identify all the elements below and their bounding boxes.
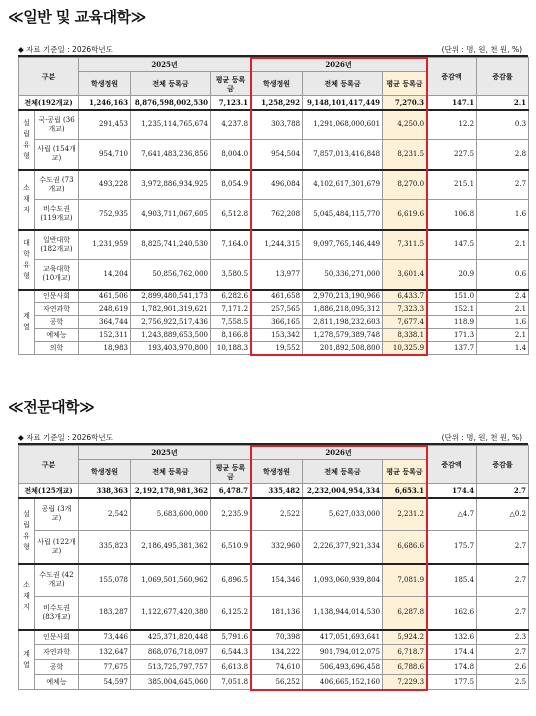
table-cell: 7,641,483,236,856	[131, 140, 211, 170]
table-cell: 6,125.2	[211, 597, 251, 630]
table-cell: 118.9	[427, 316, 477, 329]
table-cell: 134,222	[251, 645, 303, 660]
table-cell: 2.7	[477, 484, 529, 498]
table-cell: 74,610	[251, 660, 303, 675]
table-cell: 2.1	[477, 96, 529, 110]
table-cell: 493,228	[79, 170, 131, 200]
table-cell: 50,336,271,000	[303, 260, 383, 290]
row-label: 자연과학	[35, 303, 79, 316]
table-cell: 1,244,315	[251, 230, 303, 260]
table-row	[19, 303, 529, 316]
header-increase-amount: 증감액	[427, 446, 477, 484]
table-row	[19, 645, 529, 660]
base-date-note: ◆ 자료 기준일 : 2026학년도	[18, 433, 113, 442]
table-cell: 461,506	[79, 290, 131, 303]
table-cell: 7,081.9	[383, 564, 427, 597]
table-cell: 335,482	[251, 484, 303, 498]
table-cell: 2.7	[477, 645, 529, 660]
table-cell: 8,876,598,002,530	[131, 96, 211, 110]
table-cell: 6,718.7	[383, 645, 427, 660]
table-cell: 152,311	[79, 329, 131, 342]
table-cell: 2.7	[477, 597, 529, 630]
row-label: 공학	[35, 660, 79, 675]
table-cell: 2,899,480,541,173	[131, 290, 211, 303]
table-cell: 4,102,617,301,679	[303, 170, 383, 200]
table-cell: 8,825,741,240,530	[131, 230, 211, 260]
table-cell: △0.2	[477, 498, 529, 531]
table-cell: 201,892,508,800	[303, 342, 383, 355]
table-cell: 12.2	[427, 110, 477, 140]
table-cell: 171.3	[427, 329, 477, 342]
table-row	[19, 531, 529, 564]
header-2025: 2025년	[79, 446, 251, 460]
table-cell: 8,004.0	[211, 140, 251, 170]
table-cell: 6,896.5	[211, 564, 251, 597]
table-cell: 7,558.5	[211, 316, 251, 329]
header-avg-tuition-2025: 평균 등록금	[211, 460, 251, 484]
table-cell: 1,235,114,765,674	[131, 110, 211, 140]
table-cell: 954,710	[79, 140, 131, 170]
table-cell: 752,935	[79, 200, 131, 230]
table-cell: 155,078	[79, 564, 131, 597]
row-label: 비수도권 (119개교)	[35, 200, 79, 230]
table-cell: 7,323.3	[383, 303, 427, 316]
table-cell: 183,287	[79, 597, 131, 630]
row-label-total: 전체(192개교)	[19, 96, 79, 110]
table-row	[19, 316, 529, 329]
header-2026: 2026년	[251, 446, 427, 460]
table-row	[19, 200, 529, 230]
table-row	[19, 342, 529, 355]
table-cell: 335,823	[79, 531, 131, 564]
table-cell: 0.6	[477, 260, 529, 290]
table-cell: 174.8	[427, 660, 477, 675]
table-cell: 5,627,033,000	[303, 498, 383, 531]
table-row	[19, 597, 529, 630]
table-cell: 2.1	[477, 303, 529, 316]
table-cell: 2,186,495,381,362	[131, 531, 211, 564]
table-cell: 3,580.5	[211, 260, 251, 290]
table-cell: 1,886,218,095,312	[303, 303, 383, 316]
table-cell: 3,972,886,934,925	[131, 170, 211, 200]
table-row	[19, 329, 529, 342]
table-meta-general	[18, 44, 522, 55]
table-cell: 2.7	[477, 531, 529, 564]
table-cell: 868,076,718,097	[131, 645, 211, 660]
table-cell: 193,403,970,800	[131, 342, 211, 355]
header-total-tuition-2025: 전체 등록금	[131, 460, 211, 484]
table-row	[19, 290, 529, 303]
table-cell: 2.8	[477, 140, 529, 170]
table-cell: 50,856,762,000	[131, 260, 211, 290]
table-cell: 366,165	[251, 316, 303, 329]
table-row	[19, 140, 529, 170]
table-cell: 1,782,901,319,621	[131, 303, 211, 316]
group-label: 설립유형	[19, 498, 35, 564]
header-increase-rate: 증감률	[477, 446, 529, 484]
table-cell: 2,542	[79, 498, 131, 531]
row-label: 공학	[35, 316, 79, 329]
table-row	[19, 660, 529, 675]
table-cell: 2,970,213,190,966	[303, 290, 383, 303]
table-cell: 2,811,198,232,603	[303, 316, 383, 329]
table-cell: 2.7	[477, 170, 529, 200]
row-label: 인문사회	[35, 290, 79, 303]
table-cell: 506,493,696,458	[303, 660, 383, 675]
table-cell: 2.4	[477, 290, 529, 303]
row-label: 인문사회	[35, 630, 79, 645]
table-cell: 1,243,889,653,500	[131, 329, 211, 342]
section-title-general: ≪일반 및 교육대학≫	[8, 8, 146, 26]
table-cell: 1,231,959	[79, 230, 131, 260]
table-cell: 154,346	[251, 564, 303, 597]
table-cell: 6,613.8	[211, 660, 251, 675]
header-avg-tuition-2025: 평균 등록금	[211, 72, 251, 96]
header-avg-tuition-2026: 평균 등록금	[383, 72, 427, 96]
table-cell: 2.1	[477, 230, 529, 260]
table-cell: 2.1	[477, 329, 529, 342]
table-cell: 7,051.8	[211, 675, 251, 690]
row-label: 사립 (122개교)	[35, 531, 79, 564]
table-cell: 1,278,579,389,748	[303, 329, 383, 342]
table-cell: 2,522	[251, 498, 303, 531]
table-cell: 2.5	[477, 675, 529, 690]
table-row	[19, 110, 529, 140]
table-cell: 8,270.0	[383, 170, 427, 200]
table-cell: 1,291,068,000,601	[303, 110, 383, 140]
header-students-2026: 학생정원	[251, 460, 303, 484]
table-cell: 6,433.7	[383, 290, 427, 303]
table-row	[19, 630, 529, 645]
table-cell: 73,446	[79, 630, 131, 645]
table-cell: 19,552	[251, 342, 303, 355]
table-cell: 6,544.3	[211, 645, 251, 660]
row-label: 사립 (154개교)	[35, 140, 79, 170]
table-cell: 7,270.3	[383, 96, 427, 110]
group-label: 소재지	[19, 170, 35, 230]
header-increase-rate: 증감률	[477, 58, 529, 96]
table-cell: 1,138,944,014,530	[303, 597, 383, 630]
table-cell: 6,282.6	[211, 290, 251, 303]
row-label: 수도권 (42개교)	[35, 564, 79, 597]
header-category: 구분	[19, 58, 79, 96]
table-cell: 248,619	[79, 303, 131, 316]
table-cell: 7,171.2	[211, 303, 251, 316]
row-label: 교육대학 (10개교)	[35, 260, 79, 290]
table-cell: 6,788.6	[383, 660, 427, 675]
table-cell: 7,229.3	[383, 675, 427, 690]
table-cell: 3,601.4	[383, 260, 427, 290]
table-cell: 7,123.1	[211, 96, 251, 110]
base-date-note: ◆ 자료 기준일 : 2026학년도	[18, 45, 113, 54]
table-cell: 8,054.9	[211, 170, 251, 200]
table-cell: 7,164.0	[211, 230, 251, 260]
group-label: 계열	[19, 290, 35, 355]
row-label: 공립 (3개교)	[35, 498, 79, 531]
row-label: 예체능	[35, 329, 79, 342]
table-cell: 153,342	[251, 329, 303, 342]
table-row	[19, 675, 529, 690]
table-cell: 417,051,693,641	[303, 630, 383, 645]
table-cell: 18,983	[79, 342, 131, 355]
table-cell: 385,004,645,060	[131, 675, 211, 690]
group-label: 소재지	[19, 564, 35, 630]
table-cell: 2.3	[477, 630, 529, 645]
row-label: 비수도권 (83개교)	[35, 597, 79, 630]
table-cell: 151.0	[427, 290, 477, 303]
table-cell: 77,675	[79, 660, 131, 675]
table-cell: 513,725,797,757	[131, 660, 211, 675]
table-cell: 2,192,178,981,362	[131, 484, 211, 498]
table-cell: 7,311.5	[383, 230, 427, 260]
header-2025: 2025년	[79, 58, 251, 72]
table-cell: 56,252	[251, 675, 303, 690]
table-row-total	[19, 96, 529, 110]
unit-note: (단위 : 명, 원, 천 원, %)	[441, 433, 522, 442]
row-label: 일반대학 (182개교)	[35, 230, 79, 260]
table-cell: 1,246,163	[79, 96, 131, 110]
row-label: 국·공립 (36개교)	[35, 110, 79, 140]
table-cell: 496,084	[251, 170, 303, 200]
table-cell: 70,398	[251, 630, 303, 645]
table-cell: 8,231.5	[383, 140, 427, 170]
row-label: 자연과학	[35, 645, 79, 660]
table-cell: 8,166.8	[211, 329, 251, 342]
table-cell: △4.7	[427, 498, 477, 531]
group-label: 대학유형	[19, 230, 35, 290]
table-cell: 132,647	[79, 645, 131, 660]
table-cell: 5,791.6	[211, 630, 251, 645]
table-cell: 1.6	[477, 316, 529, 329]
header-students-2025: 학생정원	[79, 460, 131, 484]
table-cell: 10,325.9	[383, 342, 427, 355]
table-cell: 13,977	[251, 260, 303, 290]
table-cell: 14,204	[79, 260, 131, 290]
table-cell: 9,148,101,417,449	[303, 96, 383, 110]
table-cell: 425,371,820,448	[131, 630, 211, 645]
header-students-2026: 학생정원	[251, 72, 303, 96]
table-cell: 6,512.8	[211, 200, 251, 230]
table-cell: 2,232,004,954,334	[303, 484, 383, 498]
table-cell: 177.5	[427, 675, 477, 690]
table-cell: 147.5	[427, 230, 477, 260]
header-category: 구분	[19, 446, 79, 484]
group-label: 설립유형	[19, 110, 35, 170]
row-label: 수도권 (73개교)	[35, 170, 79, 200]
table-cell: 364,744	[79, 316, 131, 329]
table-cell: 9,097,765,146,449	[303, 230, 383, 260]
table-row	[19, 498, 529, 531]
table-cell: 175.7	[427, 531, 477, 564]
table-cell: 6,510.9	[211, 531, 251, 564]
header-increase-amount: 증감액	[427, 58, 477, 96]
table-cell: 185.4	[427, 564, 477, 597]
table-cell: 6,478.7	[211, 484, 251, 498]
table-cell: 10,188.3	[211, 342, 251, 355]
table-cell: 406,665,152,160	[303, 675, 383, 690]
table-cell: 461,658	[251, 290, 303, 303]
table-cell: 20.9	[427, 260, 477, 290]
header-total-tuition-2026: 전체 등록금	[303, 72, 383, 96]
table-cell: 4,250.0	[383, 110, 427, 140]
table-meta-junior	[18, 432, 522, 443]
table-cell: 7,677.4	[383, 316, 427, 329]
table-cell: 106.8	[427, 200, 477, 230]
table-cell: 6,287.8	[383, 597, 427, 630]
unit-note: (단위 : 명, 원, 천 원, %)	[441, 45, 522, 54]
table-cell: 954,504	[251, 140, 303, 170]
table-row	[19, 260, 529, 290]
table-cell: 1,069,501,560,962	[131, 564, 211, 597]
table-cell: 2,235.9	[211, 498, 251, 531]
header-students-2025: 학생정원	[79, 72, 131, 96]
table-cell: 762,208	[251, 200, 303, 230]
table-cell: 338,363	[79, 484, 131, 498]
table-cell: 152.1	[427, 303, 477, 316]
table-cell: 174.4	[427, 484, 477, 498]
row-label-total: 전체(125개교)	[19, 484, 79, 498]
table-cell: 2.6	[477, 660, 529, 675]
table-cell: 1,258,292	[251, 96, 303, 110]
table-cell: 147.1	[427, 96, 477, 110]
table-cell: 7,857,013,416,848	[303, 140, 383, 170]
table-cell: 332,960	[251, 531, 303, 564]
table-cell: 8,338.1	[383, 329, 427, 342]
table-cell: 1.6	[477, 200, 529, 230]
table-cell: 2,756,922,517,436	[131, 316, 211, 329]
table-cell: 2,226,377,921,334	[303, 531, 383, 564]
table-cell: 215.1	[427, 170, 477, 200]
section-title-junior: ≪전문대학≫	[8, 398, 95, 416]
table-cell: 1,093,060,939,804	[303, 564, 383, 597]
table-cell: 291,453	[79, 110, 131, 140]
table-row	[19, 170, 529, 200]
table-cell: 5,045,484,115,770	[303, 200, 383, 230]
table-cell: 6,619.6	[383, 200, 427, 230]
table-cell: 6,686.6	[383, 531, 427, 564]
tuition-table-junior	[18, 445, 529, 690]
row-label: 예체능	[35, 675, 79, 690]
table-row-total	[19, 484, 529, 498]
table-cell: 257,565	[251, 303, 303, 316]
table-cell: 5,924.2	[383, 630, 427, 645]
table-cell: 162.6	[427, 597, 477, 630]
table-row	[19, 564, 529, 597]
table-row	[19, 230, 529, 260]
table-cell: 0.3	[477, 110, 529, 140]
table-cell: 5,683,600,000	[131, 498, 211, 531]
table-cell: 4,903,711,067,605	[131, 200, 211, 230]
table-cell: 6,653.1	[383, 484, 427, 498]
table-cell: 901,794,012,075	[303, 645, 383, 660]
tuition-table-general	[18, 57, 529, 355]
table-cell: 2.7	[477, 564, 529, 597]
table-cell: 1.4	[477, 342, 529, 355]
group-label: 계열	[19, 630, 35, 690]
header-total-tuition-2025: 전체 등록금	[131, 72, 211, 96]
table-cell: 4,237.8	[211, 110, 251, 140]
table-cell: 174.4	[427, 645, 477, 660]
table-cell: 54,597	[79, 675, 131, 690]
row-label: 의학	[35, 342, 79, 355]
table-cell: 181,136	[251, 597, 303, 630]
table-cell: 137.7	[427, 342, 477, 355]
header-2026: 2026년	[251, 58, 427, 72]
header-avg-tuition-2026: 평균 등록금	[383, 460, 427, 484]
table-cell: 1,122,677,420,380	[131, 597, 211, 630]
table-cell: 2,231.2	[383, 498, 427, 531]
table-cell: 303,788	[251, 110, 303, 140]
table-cell: 227.5	[427, 140, 477, 170]
table-cell: 132.6	[427, 630, 477, 645]
header-total-tuition-2026: 전체 등록금	[303, 460, 383, 484]
